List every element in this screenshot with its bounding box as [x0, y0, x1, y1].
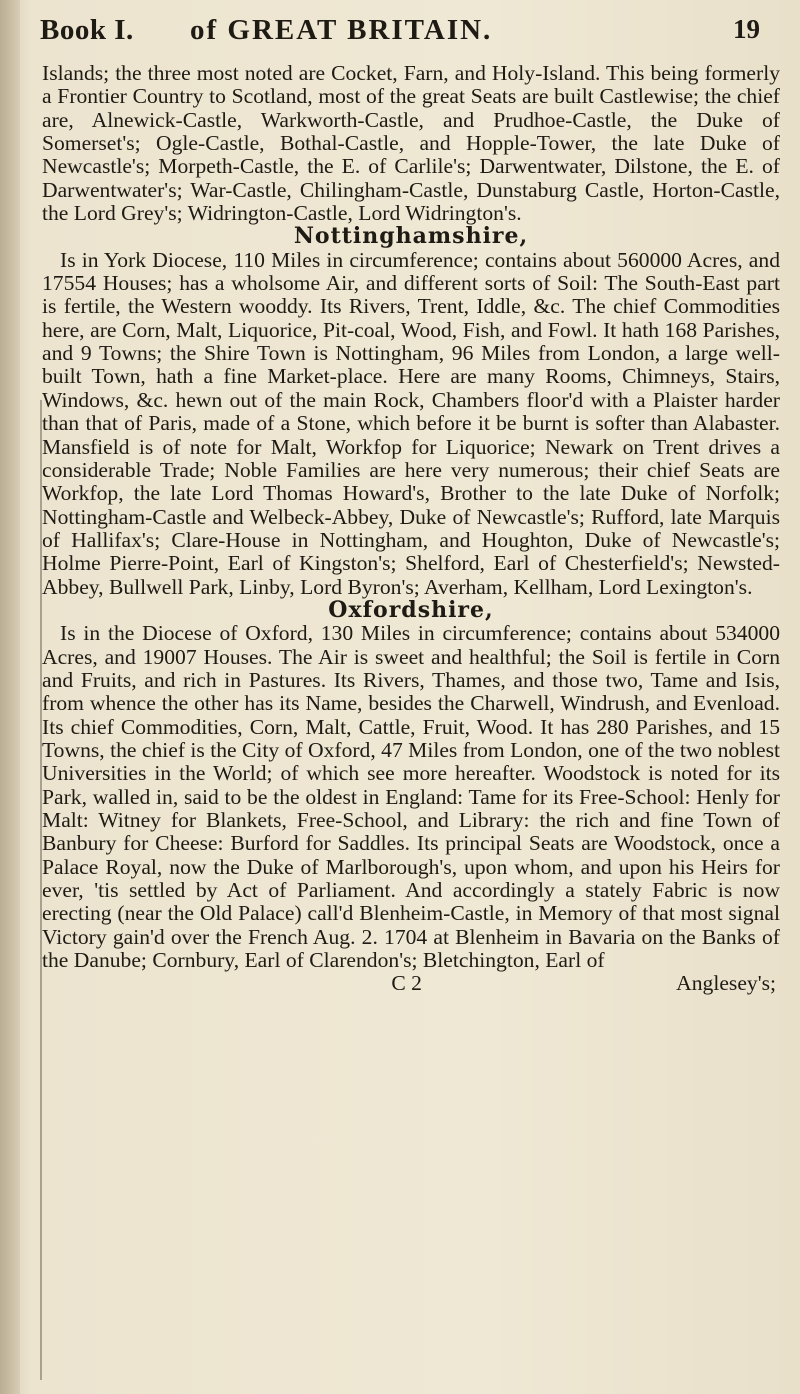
nottinghamshire-paragraph: Is in York Diocese, 110 Miles in circumference; contains about 560000 Acres, and 17554 Houses; has a wholsome Air, and different sorts of Soil: The South-East part is fertile, the Western wooddy. Its Rivers, Trent, Iddle, &c. The chief Commodities here, are Corn, Malt, Liquorice, Pit-coal, Wood, Fish, and Fowl. It hath 168 Parishes, and 9 Towns; the Shire Town is Nottingham, 96 Miles from London, a large well-built Town, hath a fine Market-place. Here are many Rooms, Chimneys, Stairs, Windows, &c. hewn out of the main Rock, Chambers floor'd with a Plaister harder than that of Paris, made of a Stone, which before it be burnt is softer than Alabaster. Mansfield is of note for Malt, Workfop for Liquorice; Newark on Trent drives a considerable Trade; Noble Families are here very numerous; their chief Seats are Workfop, the late Lord Thomas Howard's, Brother to the late Duke of Norfolk; Nottingham-Castle and Welbeck-Abbey, Duke of Newcastle's; Rufford, late Marquis of Hallifax's; Clare-House in Nottingham, and Houghton, Duke of Newcastle's; Holme Pierre-Point, Earl of Kingston's; Shelford, Earl of Chesterfield's; Newsted-Abbey, Bullwell Park, Linby, Lord Byron's; Averham, Kellham, Lord Lexington's. — [42, 247, 780, 599]
county-heading-nottinghamshire: Nottinghamshire, — [293, 223, 529, 250]
catchword: Anglesey's; — [676, 971, 776, 996]
page-footer — [42, 972, 780, 995]
running-header — [40, 14, 760, 58]
running-title: of GREAT BRITAIN. — [190, 14, 493, 46]
northumberland-paragraph: Islands; the three most noted are Cocket, Farn, and Holy-Island. This being formerly a Frontier Country to Scotland, most of the great Seats are built Castlewise; the chief are, Alnewick-Castle, Warkworth-Castle, and Prudhoe-Castle, the Duke of Somerset's; Ogle-Castle, Bothal-Castle, and Hopple-Tower, the late Duke of Newcastle's; Morpeth-Castle, the E. of Carlile's; Darwentwater, Dilstone, the E. of Darwentwater's; War-Castle, Chilingham-Castle, Dunstaburg Castle, Horton-Castle, the Lord Grey's; Widrington-Castle, Lord Widrington's. — [42, 61, 780, 226]
signature-mark: C 2 — [391, 971, 422, 996]
book-number: Book I. — [40, 14, 134, 46]
binding-gutter — [0, 0, 20, 1394]
body-text — [42, 62, 780, 996]
oxfordshire-paragraph: Is in the Diocese of Oxford, 130 Miles in circumference; contains about 534000 Acres, and 19007 Houses. The Air is sweet and healthful; the Soil is fertile in Corn and Fruits, and rich in Pastures. Its Rivers, Thames, and those two, Tame and Isis, from whence the other has its Name, besides the Charwell, Windrush, and Evenload. Its chief Commodities, Corn, Malt, Cattle, Fruit, Wood. It has 280 Parishes, and 15 Towns, the chief is the City of Oxford, 47 Miles from London, one of the two noblest Universities in the World; of which see more hereafter. Woodstock is noted for its Park, walled in, said to be the oldest in England: Tame for its Free-School: Henly for Malt: Witney for Blankets, Free-School, and Library: the rich and fine Town of Banbury for Cheese: Burford for Saddles. Its principal Seats are Woodstock, once a Palace Royal, now the Duke of Marlborough's, upon whom, and upon his Heirs for ever, 'tis settled by Act of Parliament. And accordingly a stately Fabric is now erecting (near the Old Palace) call'd Blenheim-Castle, in Memory of that most signal Victory gain'd over the French Aug. 2. 1704 at Blenheim in Bavaria on the Banks of the Danube; Cornbury, Earl of Clarendon's; Bletchington, Earl of — [42, 621, 780, 973]
page-number: 19 — [733, 14, 760, 44]
county-heading-oxfordshire: Oxfordshire, — [328, 596, 494, 623]
